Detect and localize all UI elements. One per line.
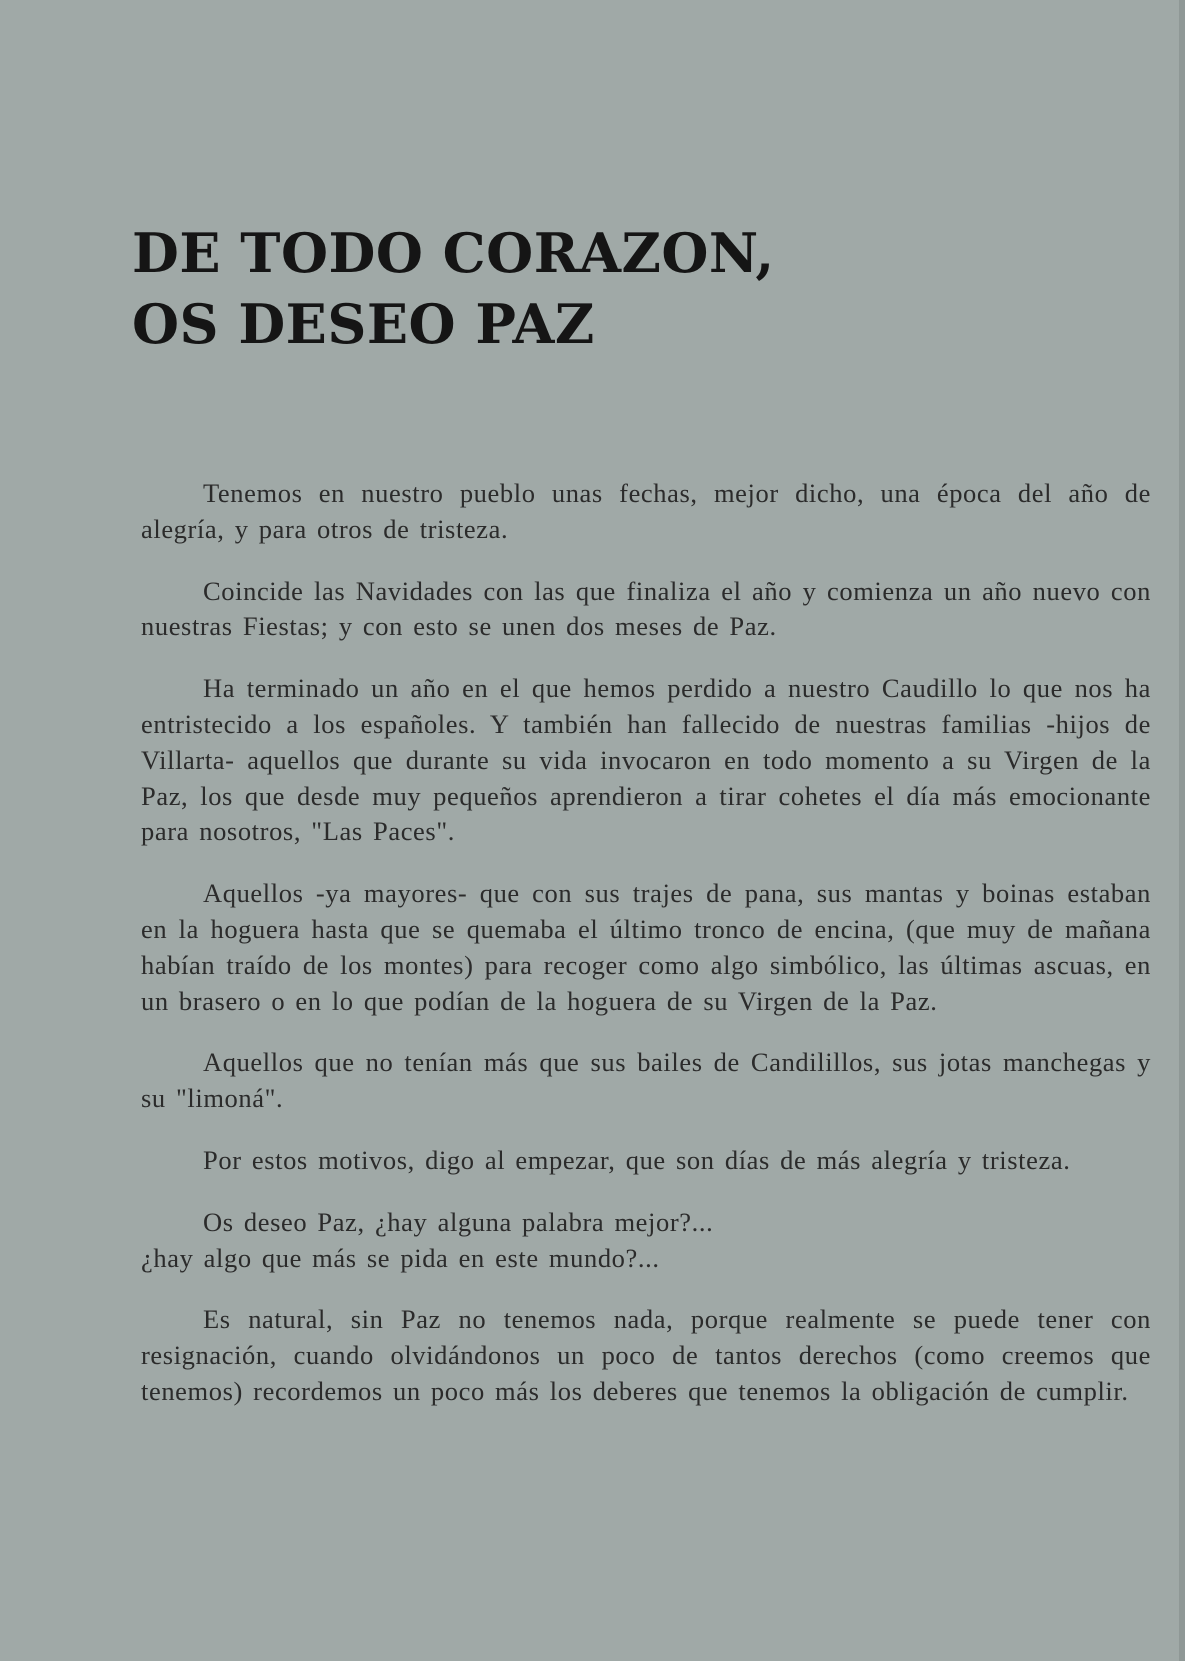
paragraph-8: Es natural, sin Paz no tenemos nada, porque realmente se puede tener con resignación, cuando olvidándonos un poco de tantos derechos (como creemos que tenemos) recordemos un poco más los deberes que tenemos la obligación de cumplir. [141, 1304, 1151, 1406]
paragraph-3: Ha terminado un año en el que hemos perdido a nuestro Caudillo lo que nos ha entristecido a los españoles. Y también han fallecido de nuestras familias -hijos de Villarta- aquellos que durante su vida invocaron en todo momento a su Virgen de la Paz, los que desde muy pequeños aprendieron a tirar cohetes el día más emocionante para nosotros, "Las Paces". [141, 673, 1151, 847]
title-line-2: OS DESEO PAZ [132, 292, 595, 356]
paragraph-6: Por estos motivos, digo al empezar, que son días de más alegría y tristeza. [203, 1144, 1071, 1175]
article-body [141, 476, 1151, 1436]
paragraph-2: Coincide las Navidades con las que finaliza el año y comienza un año nuevo con nuestras Fiestas; y con esto se unen dos meses de Paz. [141, 575, 1151, 642]
paragraph-1: Tenemos en nuestro pueblo unas fechas, mejor dicho, una época del año de alegría, y para otros de tristeza. [141, 478, 1151, 544]
title-line-1: DE TODO CORAZON, [132, 221, 775, 285]
article-title [132, 218, 775, 360]
page-edge-shadow [1179, 0, 1185, 1661]
paragraph-4: Aquellos -ya mayores- que con sus trajes de pana, sus mantas y boinas estaban en la hoguera hasta que se quemaba el último tronco de encina, (que muy de mañana habían traído de los montes) para recoger como algo simbólico, las últimas ascuas, en un brasero o en lo que podían de la hoguera de su Virgen de la Paz. [141, 878, 1151, 1016]
paragraph-7-continuation: ¿hay algo que más se pida en este mundo?... [141, 1242, 660, 1273]
paragraph-7: Os deseo Paz, ¿hay alguna palabra mejor?... [203, 1206, 714, 1237]
paragraph-5: Aquellos que no tenían más que sus bailes de Candilillos, sus jotas manchegas y su "limoná". [141, 1047, 1151, 1114]
